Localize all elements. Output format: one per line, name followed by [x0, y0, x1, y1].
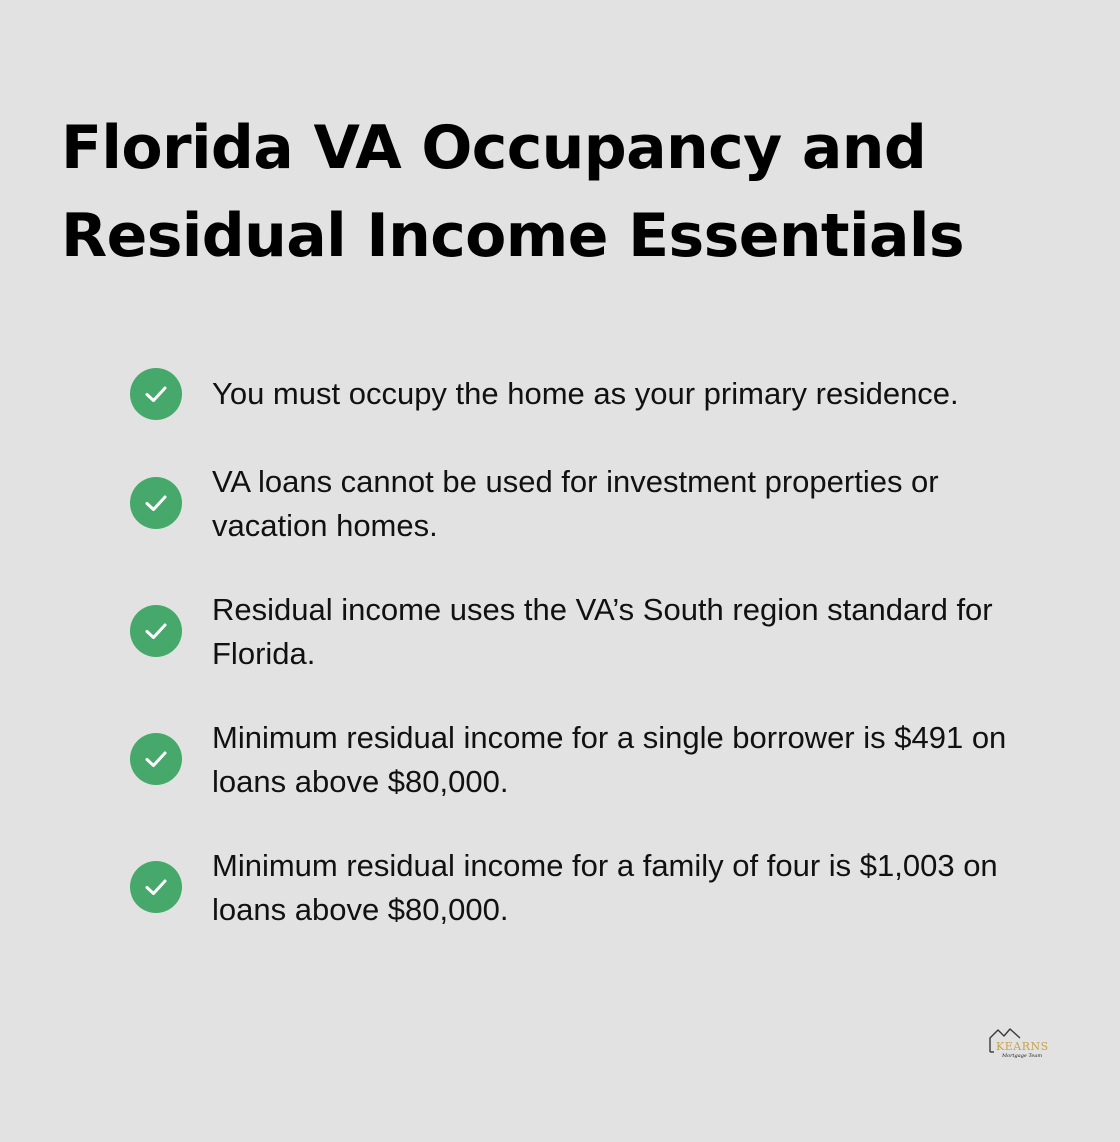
check-circle-icon	[130, 605, 182, 657]
list-item-text: Residual income uses the VA’s South region standard for Florida.	[212, 592, 993, 671]
title-line-2: Residual Income Essentials	[61, 201, 964, 271]
list-item-text: VA loans cannot be used for investment properties or vacation homes.	[212, 464, 939, 543]
list-item-text: Minimum residual income for a single borrower is $491 on loans above $80,000.	[212, 720, 1007, 799]
list-item-text: Minimum residual income for a family of four is $1,003 on loans above $80,000.	[212, 848, 998, 927]
kearns-logo	[986, 1024, 1056, 1060]
svg-text:KEARNS: KEARNS	[996, 1040, 1049, 1053]
check-circle-icon	[130, 733, 182, 785]
check-circle-icon	[130, 368, 182, 420]
title-line-1: Florida VA Occupancy and	[61, 113, 927, 183]
check-circle-icon	[130, 861, 182, 913]
list-item-text: You must occupy the home as your primary residence.	[212, 376, 959, 411]
check-circle-icon	[130, 477, 182, 529]
checklist	[130, 0, 1050, 1142]
svg-text:Mortgage Team: Mortgage Team	[1002, 1053, 1043, 1059]
